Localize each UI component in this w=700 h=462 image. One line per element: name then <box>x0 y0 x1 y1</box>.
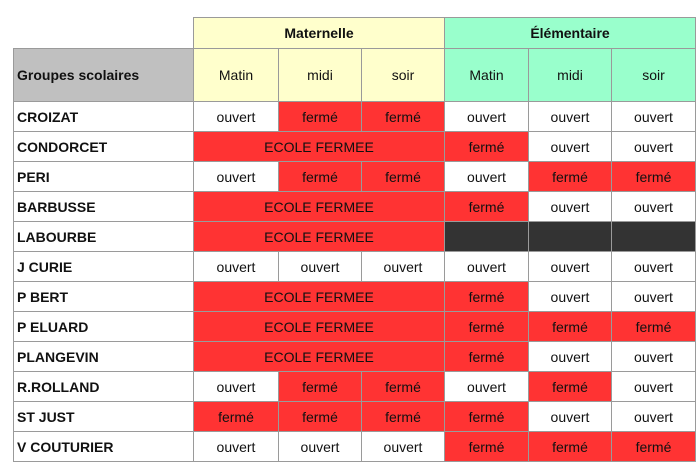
table-row <box>14 162 696 192</box>
school-name: V COUTURIER <box>14 432 194 462</box>
table-row <box>14 252 696 282</box>
elementaire-midi-cell: ouvert <box>529 102 612 132</box>
school-name: P ELUARD <box>14 312 194 342</box>
table-row <box>14 432 696 462</box>
maternelle-closed-cell: ECOLE FERMEE <box>194 192 445 222</box>
elementaire-midi-cell: ouvert <box>529 132 612 162</box>
table-row <box>14 222 696 252</box>
maternelle-midi-cell: fermé <box>279 102 362 132</box>
maternelle-midi-cell: ouvert <box>279 252 362 282</box>
elementaire-matin-cell: ouvert <box>445 372 529 402</box>
elementaire-midi-cell: ouvert <box>529 402 612 432</box>
elementaire-soir-cell: ouvert <box>612 282 696 312</box>
school-name: ST JUST <box>14 402 194 432</box>
elementaire-midi-cell: ouvert <box>529 252 612 282</box>
elementaire-soir-cell: fermé <box>612 312 696 342</box>
elementaire-matin-cell: ouvert <box>445 162 529 192</box>
elementaire-matin-cell: fermé <box>445 192 529 222</box>
maternelle-closed-cell: ECOLE FERMEE <box>194 222 445 252</box>
elementaire-soir-cell: ouvert <box>612 402 696 432</box>
table-row <box>14 102 696 132</box>
elementaire-soir-cell: fermé <box>612 432 696 462</box>
elementaire-matin-cell: ouvert <box>445 102 529 132</box>
maternelle-closed-cell: ECOLE FERMEE <box>194 132 445 162</box>
maternelle-soir-cell: fermé <box>362 372 445 402</box>
maternelle-matin-cell: ouvert <box>194 372 279 402</box>
elementaire-midi-cell: fermé <box>529 372 612 402</box>
school-name: BARBUSSE <box>14 192 194 222</box>
group-header-elementaire: Élémentaire <box>445 18 696 49</box>
elementaire-matin-na-cell <box>445 222 529 252</box>
maternelle-midi-cell: fermé <box>279 162 362 192</box>
elementaire-midi-cell: ouvert <box>529 342 612 372</box>
maternelle-soir-cell: fermé <box>362 102 445 132</box>
top-band <box>0 0 700 18</box>
maternelle-matin-cell: ouvert <box>194 162 279 192</box>
maternelle-closed-cell: ECOLE FERMEE <box>194 342 445 372</box>
elementaire-soir-cell: ouvert <box>612 102 696 132</box>
elementaire-matin-cell: ouvert <box>445 252 529 282</box>
maternelle-matin-cell: fermé <box>194 402 279 432</box>
table-row <box>14 282 696 312</box>
maternelle-soir-cell: fermé <box>362 402 445 432</box>
group-header-maternelle: Maternelle <box>194 18 445 49</box>
school-name: P BERT <box>14 282 194 312</box>
elementaire-soir-na-cell <box>612 222 696 252</box>
maternelle-midi-cell: fermé <box>279 402 362 432</box>
subheader-matin: Matin <box>194 49 279 102</box>
elementaire-matin-cell: fermé <box>445 132 529 162</box>
school-name: R.ROLLAND <box>14 372 194 402</box>
school-name: PERI <box>14 162 194 192</box>
school-name: J CURIE <box>14 252 194 282</box>
group-header-row <box>14 18 696 49</box>
subheader-midi: midi <box>279 49 362 102</box>
table-row <box>14 312 696 342</box>
subheader-midi: midi <box>529 49 612 102</box>
elementaire-soir-cell: ouvert <box>612 252 696 282</box>
school-name: LABOURBE <box>14 222 194 252</box>
subheader-matin: Matin <box>445 49 529 102</box>
elementaire-matin-cell: fermé <box>445 432 529 462</box>
maternelle-closed-cell: ECOLE FERMEE <box>194 312 445 342</box>
elementaire-soir-cell: ouvert <box>612 372 696 402</box>
elementaire-soir-cell: ouvert <box>612 342 696 372</box>
subheader-soir: soir <box>362 49 445 102</box>
elementaire-midi-cell: fermé <box>529 312 612 342</box>
elementaire-soir-cell: ouvert <box>612 192 696 222</box>
blank-corner <box>14 18 194 49</box>
maternelle-soir-cell: ouvert <box>362 432 445 462</box>
corner-label: Groupes scolaires <box>14 49 194 102</box>
elementaire-midi-cell: fermé <box>529 432 612 462</box>
school-status-table <box>13 17 696 462</box>
table-body <box>14 18 696 462</box>
elementaire-soir-cell: ouvert <box>612 132 696 162</box>
maternelle-soir-cell: fermé <box>362 162 445 192</box>
maternelle-matin-cell: ouvert <box>194 252 279 282</box>
maternelle-midi-cell: fermé <box>279 372 362 402</box>
maternelle-matin-cell: ouvert <box>194 102 279 132</box>
table-row <box>14 192 696 222</box>
school-name: CONDORCET <box>14 132 194 162</box>
maternelle-midi-cell: ouvert <box>279 432 362 462</box>
maternelle-soir-cell: ouvert <box>362 252 445 282</box>
elementaire-matin-cell: fermé <box>445 282 529 312</box>
school-name: CROIZAT <box>14 102 194 132</box>
elementaire-soir-cell: fermé <box>612 162 696 192</box>
maternelle-closed-cell: ECOLE FERMEE <box>194 282 445 312</box>
table-row <box>14 132 696 162</box>
table-row <box>14 372 696 402</box>
elementaire-matin-cell: fermé <box>445 312 529 342</box>
elementaire-matin-cell: fermé <box>445 342 529 372</box>
table-row <box>14 402 696 432</box>
subheader-soir: soir <box>612 49 696 102</box>
school-name: PLANGEVIN <box>14 342 194 372</box>
subheader-row <box>14 49 696 102</box>
elementaire-midi-na-cell <box>529 222 612 252</box>
table-row <box>14 342 696 372</box>
elementaire-midi-cell: fermé <box>529 162 612 192</box>
elementaire-midi-cell: ouvert <box>529 192 612 222</box>
maternelle-matin-cell: ouvert <box>194 432 279 462</box>
elementaire-midi-cell: ouvert <box>529 282 612 312</box>
elementaire-matin-cell: fermé <box>445 402 529 432</box>
